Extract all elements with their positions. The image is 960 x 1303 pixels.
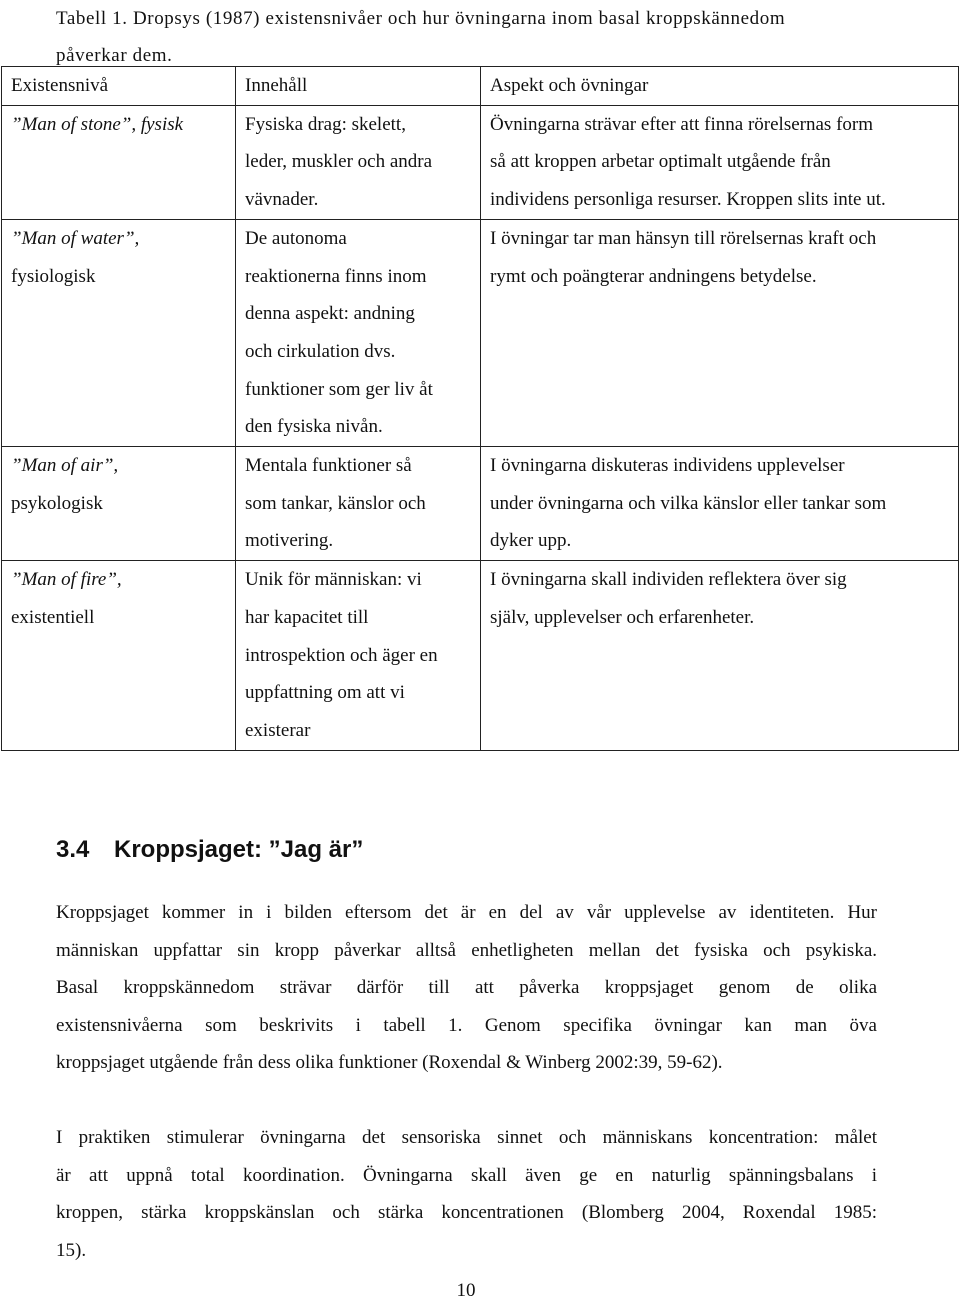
body-paragraph — [56, 1119, 877, 1269]
table-row — [2, 105, 959, 219]
content-line: har kapacitet till — [245, 606, 369, 628]
caption-line: Tabell 1. Dropsys (1987) existensnivåer och hur övningarna inom basal kroppskännedom — [56, 8, 786, 29]
aspect-cell — [481, 219, 959, 446]
paragraph-line: Kroppsjaget kommer in i bilden eftersom det är en del av vår upplevelse av identiteten. Hur — [56, 902, 877, 923]
level-name: ”Man of air”, — [11, 455, 119, 477]
content-line: leder, muskler och andra — [245, 151, 433, 173]
content-cell — [236, 561, 481, 751]
aspect-line: så att kroppen arbetar optimalt utgående från — [490, 151, 831, 173]
paragraph-line: är att uppnå total koordination. Övningarna skall även ge en naturlig spänningsbalans i — [56, 1164, 877, 1186]
aspect-line: I övningarna diskuteras individens upplevelser — [490, 455, 845, 477]
table-row — [2, 447, 959, 561]
aspect-cell — [481, 561, 959, 751]
table-caption — [56, 0, 936, 74]
content-line: Mentala funktioner så — [245, 455, 412, 477]
section-number: 3.4 — [56, 836, 90, 863]
table-header-row — [2, 67, 959, 106]
aspect-line: I övningarna skall individen reflektera över sig — [490, 569, 847, 591]
paragraph-line: Basal kroppskännedom strävar därför till att påverka kroppsjaget genom de olika — [56, 977, 877, 998]
paragraph-line: människan uppfattar sin kropp påverkar alltså enhetligheten mellan det fysiska och psykiska. — [56, 939, 877, 961]
content-line: Unik för människan: vi — [245, 569, 422, 591]
level-cell — [2, 105, 236, 219]
content-line: De autonoma — [245, 227, 347, 249]
content-line: och cirkulation dvs. — [245, 340, 396, 362]
content-line: som tankar, känslor och — [245, 492, 426, 514]
section-title: Kroppsjaget: ”Jag är” — [114, 836, 364, 863]
header-aspect: Aspekt och övningar — [481, 67, 959, 106]
aspect-line: Övningarna strävar efter att finna rörelsernas form — [490, 113, 873, 135]
content-cell — [236, 447, 481, 561]
level-type: existentiell — [11, 606, 95, 628]
aspect-cell — [481, 105, 959, 219]
content-line: reaktionerna finns inom — [245, 265, 427, 287]
content-line: motivering. — [245, 530, 334, 552]
content-line: vävnader. — [245, 189, 319, 211]
paragraph-line: kroppsjaget utgående från dess olika funktioner (Roxendal & Winberg 2002:39, 59-62). — [56, 1052, 723, 1073]
aspect-line: rymt och poängterar andningens betydelse. — [490, 265, 817, 287]
aspect-line: under övningarna och vilka känslor eller tankar som — [490, 492, 887, 514]
content-line: introspektion och äger en — [245, 644, 438, 666]
table-row — [2, 219, 959, 446]
aspect-line: I övningar tar man hänsyn till rörelsernas kraft och — [490, 227, 877, 249]
level-name: ”Man of fire”, — [11, 569, 122, 591]
content-line: Fysiska drag: skelett, — [245, 113, 406, 135]
header-existence-level: Existensnivå — [2, 67, 236, 106]
level-type: fysiologisk — [11, 265, 96, 287]
aspect-line: själv, upplevelser och erfarenheter. — [490, 606, 755, 628]
section-heading — [56, 830, 363, 870]
level-cell — [2, 219, 236, 446]
content-cell — [236, 219, 481, 446]
paragraph-line: kroppen, stärka kroppskänslan och stärka koncentrationen (Blomberg 2004, Roxendal 1985: — [56, 1202, 877, 1223]
body-paragraph — [56, 894, 877, 1082]
content-line: existerar — [245, 719, 311, 741]
content-line: denna aspekt: andning — [245, 303, 415, 325]
paragraph-line: 15). — [56, 1239, 87, 1261]
content-line: den fysiska nivån. — [245, 416, 383, 438]
paragraph-line: I praktiken stimulerar övningarna det sensoriska sinnet och människans koncentration: målet — [56, 1127, 877, 1148]
level-cell — [2, 561, 236, 751]
existence-levels-table — [1, 66, 959, 751]
aspect-line: individens personliga resurser. Kroppen slits inte ut. — [490, 189, 886, 211]
page-number: 10 — [456, 1280, 476, 1301]
table-row — [2, 561, 959, 751]
aspect-line: dyker upp. — [490, 530, 572, 552]
content-line: funktioner som ger liv åt — [245, 378, 433, 400]
level-name: ”Man of water”, — [11, 227, 140, 249]
aspect-cell — [481, 447, 959, 561]
content-cell — [236, 105, 481, 219]
level-type: psykologisk — [11, 492, 103, 514]
caption-line: påverkar dem. — [56, 45, 173, 66]
content-line: uppfattning om att vi — [245, 682, 405, 704]
level-cell — [2, 447, 236, 561]
paragraph-line: existensnivåerna som beskrivits i tabell 1. Genom specifika övningar kan man öva — [56, 1014, 877, 1036]
header-content: Innehåll — [236, 67, 481, 106]
level-name: ”Man of stone”, fysisk — [11, 113, 184, 135]
